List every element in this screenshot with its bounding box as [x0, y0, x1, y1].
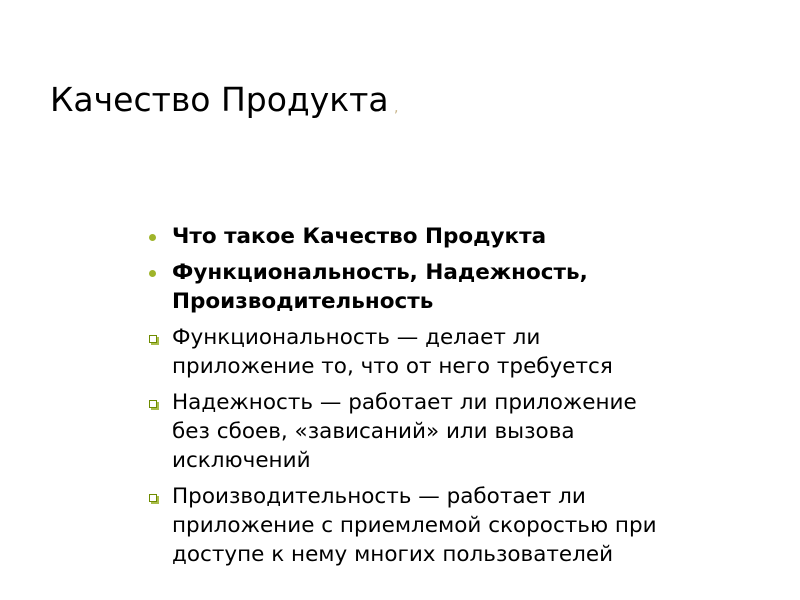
- list-item: [147, 258, 667, 316]
- filled-dot-icon: [149, 234, 156, 241]
- hollow-square-icon: [149, 494, 157, 502]
- list-item-text: Производительность — работает ли приложение с приемлемой скоростью при доступе к нему многих пользователей: [172, 484, 657, 567]
- slide-title: Качество Продукта: [50, 80, 389, 119]
- list-item-text: Надежность — работает ли приложение без сбоев, «зависаний» или вызова исключений: [172, 390, 637, 473]
- list-item: [147, 482, 667, 569]
- list-item: [147, 323, 667, 381]
- list-item: [147, 222, 667, 251]
- decorative-mark-icon: ,: [394, 100, 399, 116]
- hollow-square-icon: [149, 400, 157, 408]
- list-item-text: Что такое Качество Продукта: [172, 224, 547, 249]
- bullet-list: [147, 222, 667, 576]
- list-item-text: Функциональность, Надежность, Производительность: [172, 260, 588, 314]
- filled-dot-icon: [149, 270, 156, 277]
- list-item: [147, 388, 667, 475]
- hollow-square-icon: [149, 335, 157, 343]
- list-item-text: Функциональность — делает ли приложение то, что от него требуется: [172, 325, 613, 379]
